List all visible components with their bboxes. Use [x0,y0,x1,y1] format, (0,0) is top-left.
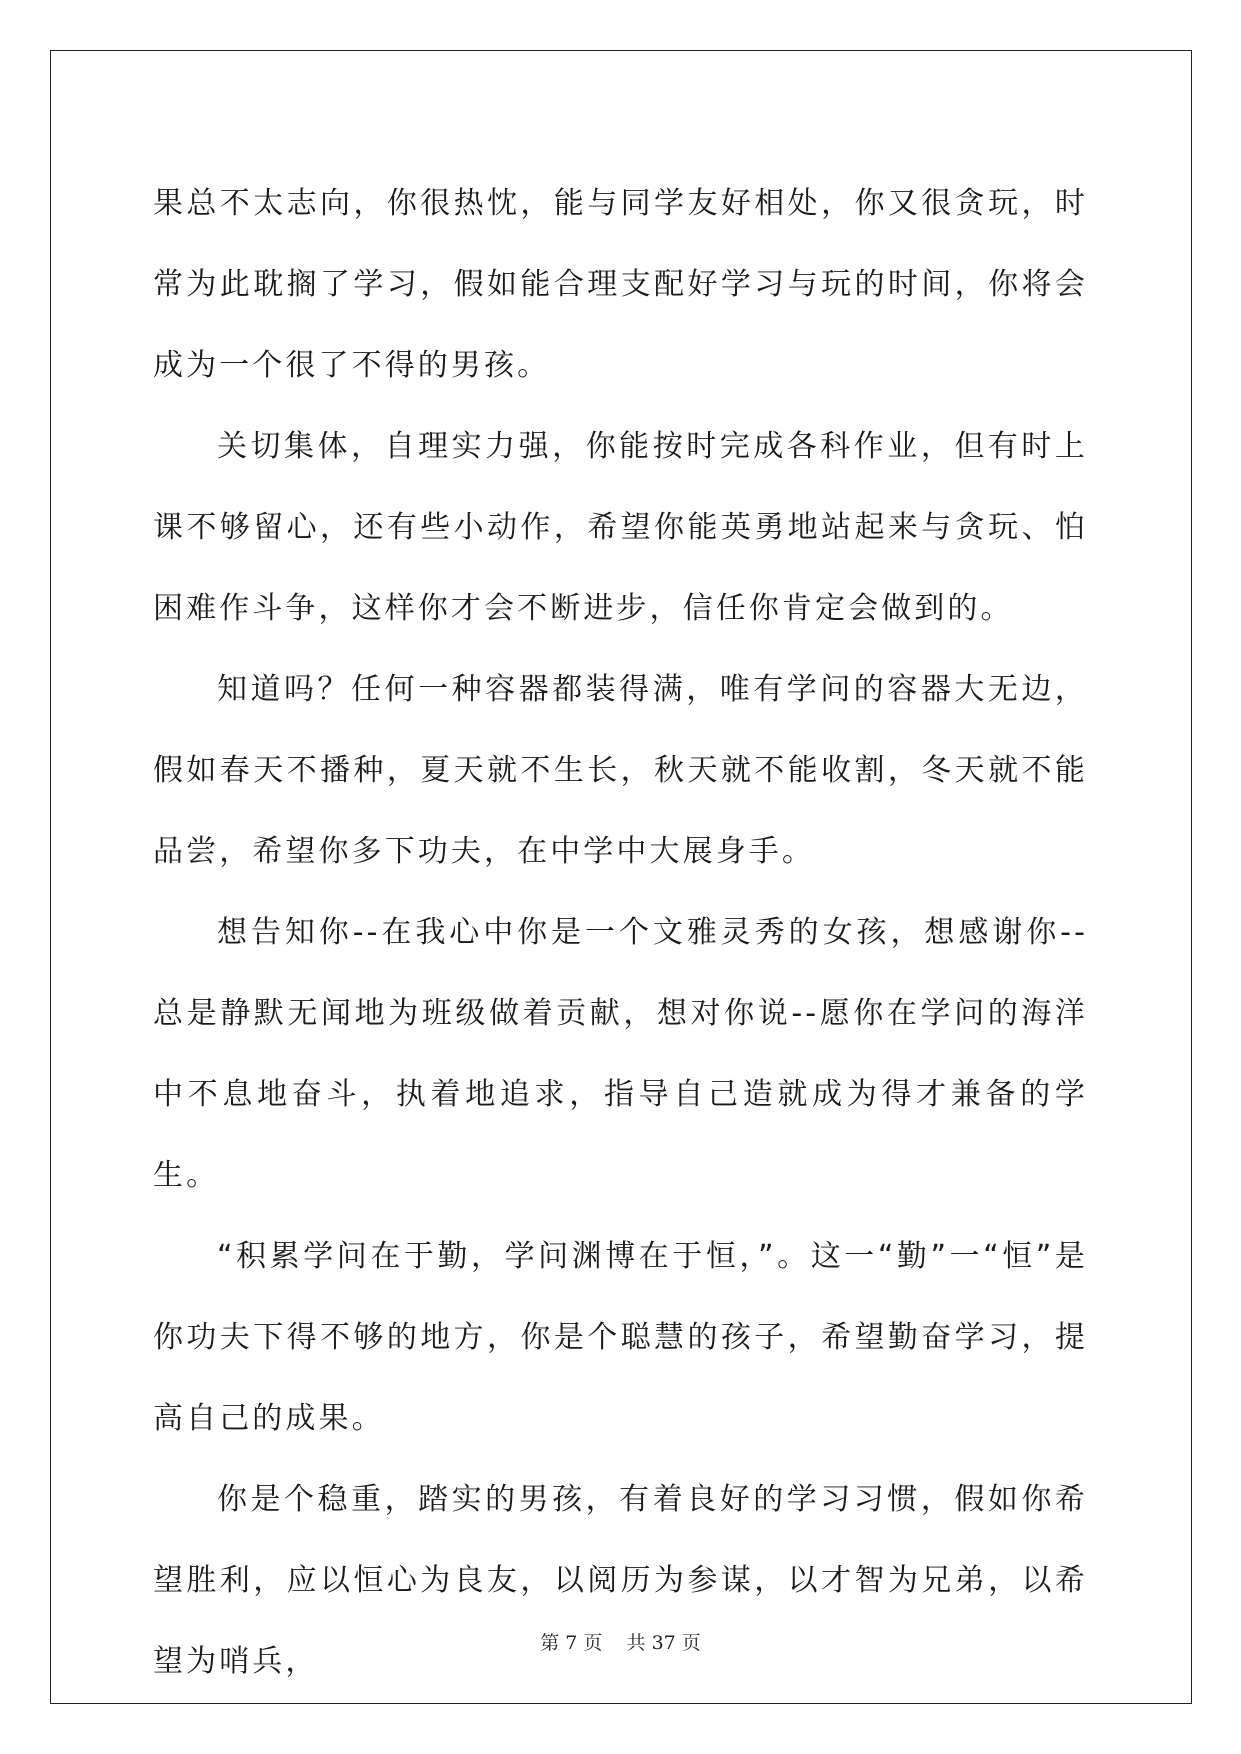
paragraph-3: 知道吗？任何一种容器都装得满，唯有学问的容器大无边，假如春天不播种，夏天就不生长，秋天就不能收割，冬天就不能品尝，希望你多下功夫，在中学中大展身手。 [153,672,1088,869]
page-footer [0,1628,1241,1655]
paragraph-6: 你是个稳重，踏实的男孩，有着良好的学习习惯，假如你希望胜利，应以恒心为良友，以阅历为参谋，以才智为兄弟，以希望为哨兵， [153,1482,1088,1679]
document-body [153,163,1088,1702]
paragraph-4: 想告知你--在我心中你是一个文雅灵秀的女孩，想感谢你--总是静默无闻地为班级做着贡献，想对你说--愿你在学问的海洋中不息地奋斗，执着地追求，指导自己造就成为得才兼备的学生。 [153,915,1088,1193]
page-total: 共 37 页 [626,1632,701,1654]
page-number: 第 7 页 [540,1632,603,1654]
paragraph-5: “积累学问在于勤，学问渊博在于恒，”。这一“勤”一“恒”是你功夫下得不够的地方，你是个聪慧的孩子，希望勤奋学习，提高自己的成果。 [153,1239,1088,1436]
paragraph-1: 果总不太志向，你很热忱，能与同学友好相处，你又很贪玩，时常为此耽搁了学习，假如能合理支配好学习与玩的时间，你将会成为一个很了不得的男孩。 [153,186,1088,383]
paragraph-2: 关切集体，自理实力强，你能按时完成各科作业，但有时上课不够留心，还有些小动作，希望你能英勇地站起来与贪玩、怕困难作斗争，这样你才会不断进步，信任你肯定会做到的。 [153,429,1088,626]
